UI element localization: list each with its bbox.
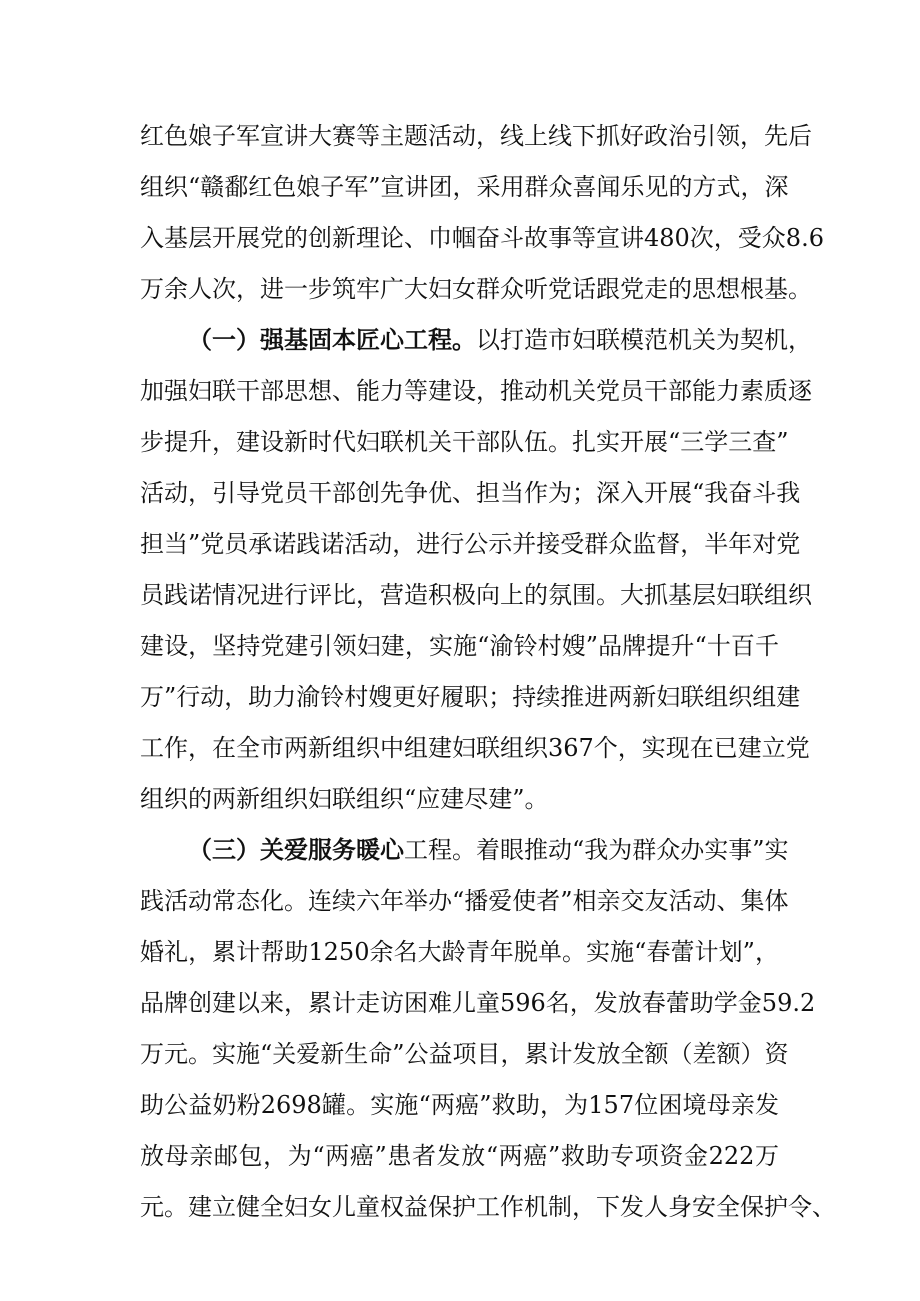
section-first-line-text xyxy=(188,320,812,360)
paragraph-line xyxy=(0,524,920,564)
line-text: 放母亲邮包，为“两癌”患者发放“两癌”救助专项资金222万 xyxy=(140,1142,779,1170)
line-text: 建设，坚持党建引领妇建，实施“渝铃村嫂”品牌提升“十百千 xyxy=(140,632,779,660)
paragraph-line xyxy=(0,473,920,513)
paragraph-line xyxy=(0,269,920,309)
paragraph-line xyxy=(0,1187,920,1227)
line-text: 践活动常态化。连续六年举办“播爱使者”相亲交友活动、集体 xyxy=(140,887,789,915)
paragraph-line xyxy=(0,371,920,411)
paragraph-line xyxy=(0,1136,920,1176)
line-text: 步提升，建设新时代妇联机关干部队伍。扎实开展“三学三查” xyxy=(140,428,789,456)
paragraph-line xyxy=(0,116,920,156)
paragraph-line xyxy=(0,779,920,819)
paragraph-line xyxy=(0,1034,920,1074)
line-text: 婚礼，累计帮助1250余名大龄青年脱单。实施“春蕾计划”， xyxy=(140,938,779,966)
paragraph-line xyxy=(0,983,920,1023)
paragraph-line xyxy=(0,677,920,717)
line-text: 活动，引导党员干部创先争优、担当作为；深入开展“我奋斗我 xyxy=(140,479,801,507)
paragraph-line xyxy=(0,932,920,972)
line-text: 元。建立健全妇女儿童权益保护工作机制，下发人身安全保护令、 xyxy=(140,1193,836,1221)
line-text: 员践诺情况进行评比，营造积极向上的氛围。大抓基层妇联组织 xyxy=(140,581,812,609)
line-text: 组织的两新组织妇联组织“应建尽建”。 xyxy=(140,785,549,813)
section-first-line xyxy=(0,320,920,360)
paragraph-line xyxy=(0,167,920,207)
section-first-line-rest: 工程。着眼推动“我为群众办实事”实 xyxy=(404,836,789,864)
line-text: 担当”党员承诺践诺活动，进行公示并接受群众监督，半年对党 xyxy=(140,530,801,558)
paragraph-line xyxy=(0,881,920,921)
line-text: 助公益奶粉2698罐。实施“两癌”救助，为157位困境母亲发 xyxy=(140,1091,779,1119)
line-text: 加强妇联干部思想、能力等建设，推动机关党员干部能力素质逐 xyxy=(140,377,812,405)
line-text: 万元。实施“关爱新生命”公益项目，累计发放全额（差额）资 xyxy=(140,1040,789,1068)
paragraph-line xyxy=(0,422,920,462)
section-first-line-rest: 以打造市妇联模范机关为契机， xyxy=(476,326,812,354)
paragraph-line xyxy=(0,218,920,258)
section-first-line xyxy=(0,830,920,870)
paragraph-line xyxy=(0,728,920,768)
line-text: 红色娘子军宣讲大赛等主题活动，线上线下抓好政治引领，先后 xyxy=(140,122,812,150)
line-text: 品牌创建以来，累计走访困难儿童596名，发放春蕾助学金59.2 xyxy=(140,989,816,1017)
line-text: 工作，在全市两新组织中组建妇联组织367个，实现在已建立党 xyxy=(140,734,810,762)
line-text: 组织“赣鄱红色娘子军”宣讲团，采用群众喜闻乐见的方式，深 xyxy=(140,173,789,201)
paragraph-line xyxy=(0,1085,920,1125)
paragraph-line xyxy=(0,575,920,615)
section-first-line-text xyxy=(188,830,789,870)
section-heading: （三）关爱服务暖心 xyxy=(188,835,404,864)
line-text: 万”行动，助力渝铃村嫂更好履职；持续推进两新妇联组织组建 xyxy=(140,683,801,711)
line-text: 万余人次，进一步筑牢广大妇女群众听党话跟党走的思想根基。 xyxy=(140,275,812,303)
paragraph-line xyxy=(0,626,920,666)
section-heading: （一）强基固本匠心工程。 xyxy=(188,325,476,354)
line-text: 入基层开展党的创新理论、巾帼奋斗故事等宣讲480次，受众8.6 xyxy=(140,224,824,252)
